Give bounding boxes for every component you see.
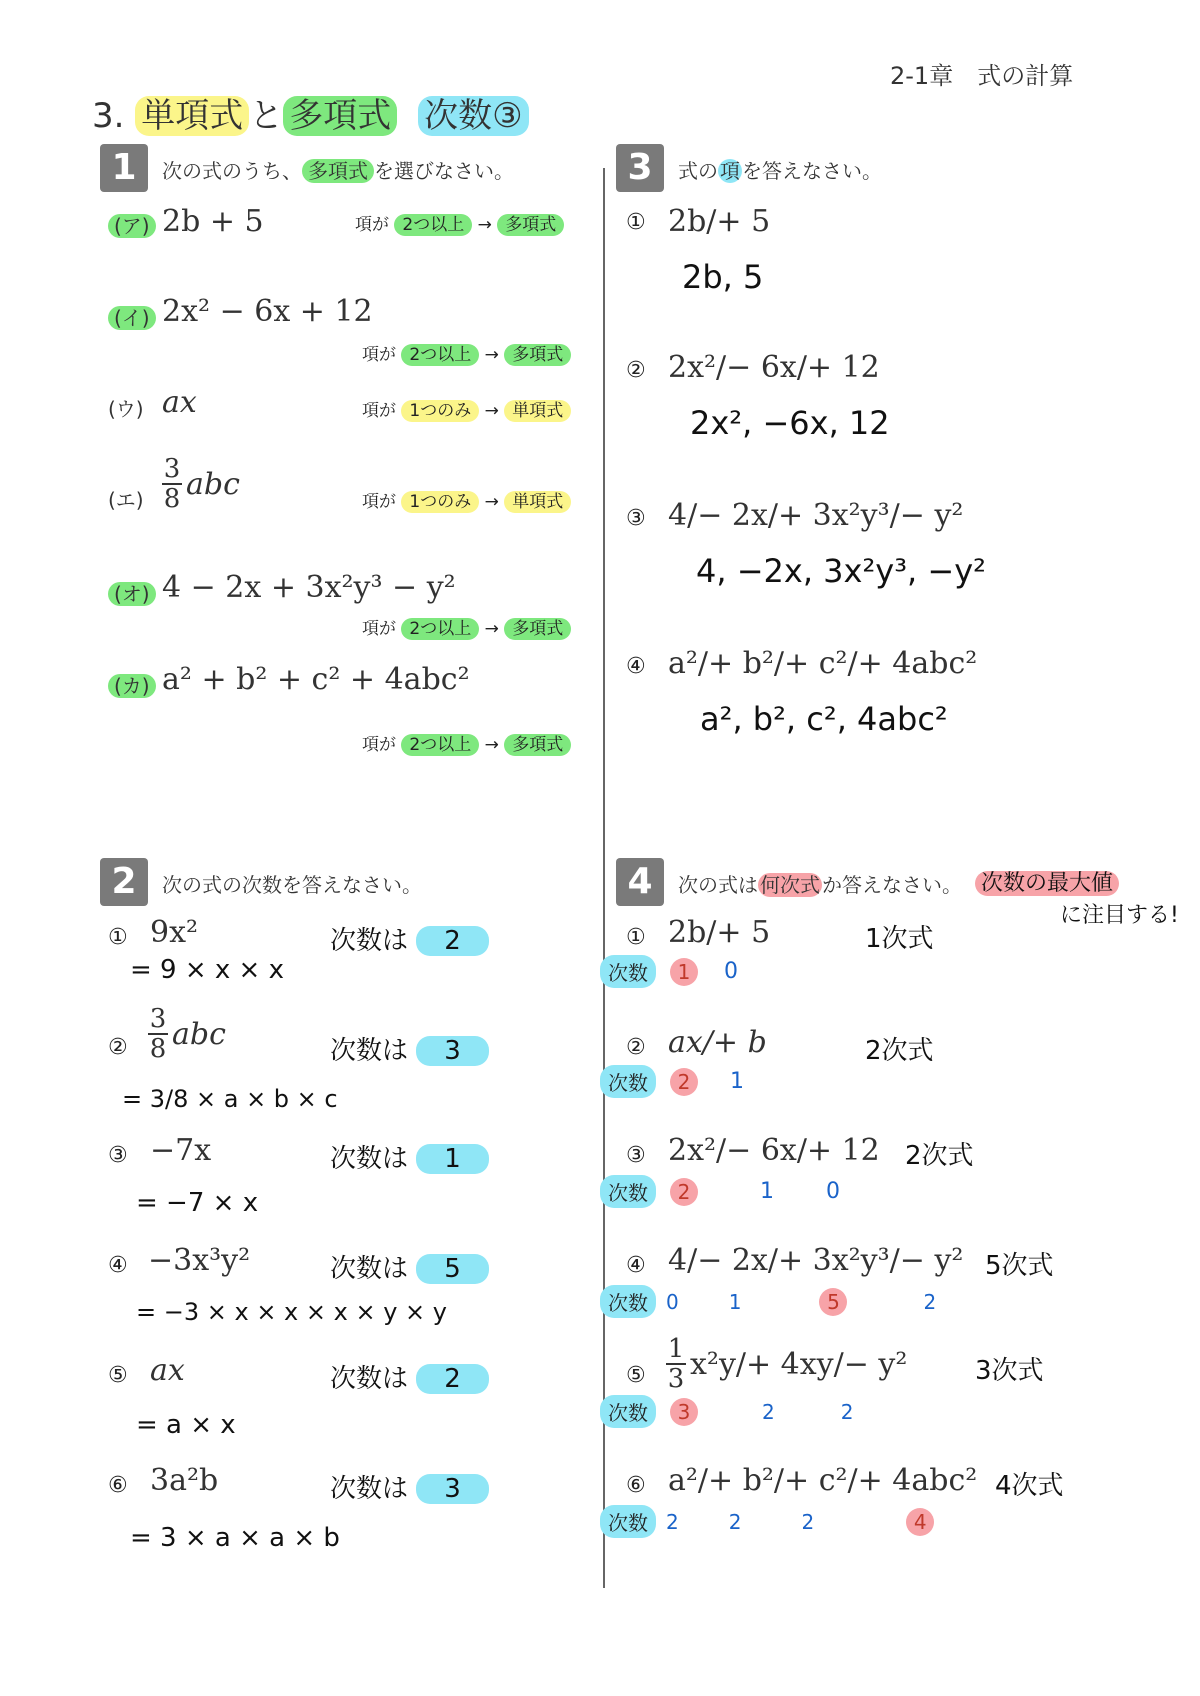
s2-item-expr — [148, 1005, 226, 1063]
note-pre: 項が — [362, 619, 396, 639]
memo-highlight: 次数の最大値 — [975, 871, 1119, 896]
s1-item-expr: a² + b² + c² + 4abc² — [162, 662, 470, 697]
s2-degree-answer — [330, 1138, 489, 1175]
s2-item-number: ① — [108, 925, 128, 950]
s2-item-work: = 3 × a × a × b — [130, 1523, 340, 1553]
s4-degree-row — [600, 1285, 936, 1318]
frac-num: 1 — [667, 1334, 685, 1364]
kisu-label: 次数 — [600, 1175, 656, 1208]
frac-num: 3 — [149, 1004, 167, 1034]
note-arrow: → — [484, 619, 499, 639]
note-arrow: → — [484, 492, 499, 512]
s4-degree-row — [600, 1395, 853, 1428]
degree-max: 2 — [670, 1068, 698, 1096]
s1-instr-post: を選びなさい。 — [374, 159, 514, 183]
degree-max: 5 — [819, 1288, 847, 1316]
s2-item-expr: −7x — [150, 1133, 212, 1168]
degree-value: 3 — [416, 1474, 489, 1504]
degree-max: 4 — [906, 1508, 934, 1536]
section1-instruction — [162, 155, 514, 184]
s3-instr-pre: 式の — [678, 159, 718, 183]
s2-item-number: ⑥ — [108, 1473, 128, 1498]
degree-label: 次数は — [330, 1364, 409, 1394]
frac-den: 8 — [149, 1034, 167, 1064]
degree-label: 次数は — [330, 1254, 409, 1284]
note-result: 多項式 — [504, 734, 571, 756]
chapter-label: 2-1章 式の計算 — [890, 62, 1074, 90]
degree-value: 2 — [416, 926, 489, 956]
s4-item-expr: ax/+ b — [668, 1025, 767, 1060]
section3-number: 3 — [616, 144, 664, 192]
title-number: 3. — [92, 96, 125, 136]
note-arrow: → — [477, 215, 492, 235]
degree-term: 1 — [728, 1289, 742, 1314]
s3-item-number: ③ — [626, 506, 646, 531]
note-hl: 2つ以上 — [394, 214, 472, 236]
expr-rest: abc — [172, 1016, 226, 1052]
s2-item-expr: ax — [150, 1353, 185, 1388]
title-degree: 次数③ — [418, 96, 528, 136]
degree-value: 5 — [416, 1254, 489, 1284]
s4-instr-hl: 何次式 — [760, 873, 820, 897]
s4-item-number: ② — [626, 1035, 646, 1060]
note-result: 多項式 — [504, 618, 571, 640]
s2-item-work: = −3 × x × x × x × y × y — [136, 1298, 447, 1326]
note-pre: 項が — [362, 401, 396, 421]
s1-instr-pre: 次の式のうち、 — [162, 159, 302, 183]
degree-term: 0 — [724, 959, 738, 984]
s4-item-number: ① — [626, 925, 646, 950]
s2-item-number: ③ — [108, 1143, 128, 1168]
s4-degree-row — [600, 1175, 840, 1208]
s1-item-tag — [108, 302, 156, 331]
s3-item-expr: 2x²/− 6x/+ 12 — [668, 350, 880, 385]
degree-max: 3 — [670, 1398, 698, 1426]
section3-instruction — [678, 155, 882, 184]
degree-term: 1 — [730, 1069, 744, 1094]
s4-item-answer: 3次式 — [975, 1356, 1044, 1386]
kisu-label: 次数 — [600, 1505, 656, 1538]
note-arrow: → — [484, 735, 499, 755]
s4-item-expr: 2x²/− 6x/+ 12 — [668, 1133, 880, 1168]
s2-item-expr: 9x² — [150, 915, 199, 950]
s4-item-number: ③ — [626, 1143, 646, 1168]
s1-item-tag — [108, 670, 156, 699]
s1-tag-ka: (カ) — [108, 674, 156, 698]
note-hl: 1つのみ — [401, 400, 479, 422]
degree-term: 2 — [728, 1509, 742, 1534]
expr-rest: abc — [186, 466, 240, 502]
degree-term: 2 — [666, 1509, 679, 1534]
s4-item-expr: a²/+ b²/+ c²/+ 4abc² — [668, 1463, 978, 1498]
s4-memo-line2: に注目する! — [1060, 903, 1179, 928]
title-polynomial: 多項式 — [283, 96, 397, 136]
s3-item-answer: 4, −2x, 3x²y³, −y² — [696, 552, 986, 590]
s3-instr-hl: 項 — [720, 159, 740, 183]
s1-item-note — [362, 396, 571, 421]
s2-degree-answer — [330, 1030, 489, 1067]
s2-item-work: = −7 × x — [136, 1188, 259, 1218]
s2-degree-answer — [330, 920, 489, 957]
degree-label: 次数は — [330, 926, 409, 956]
degree-max: 1 — [670, 958, 698, 986]
degree-label: 次数は — [330, 1036, 409, 1066]
note-pre: 項が — [362, 735, 396, 755]
section2-instruction: 次の式の次数を答えなさい。 — [162, 873, 422, 897]
s3-item-expr: a²/+ b²/+ c²/+ 4abc² — [668, 646, 978, 681]
s3-item-number: ② — [626, 358, 646, 383]
s1-item-tag: (エ) — [108, 488, 144, 512]
s4-item-number: ⑥ — [626, 1473, 646, 1498]
s4-memo — [975, 866, 1119, 897]
section2-number: 2 — [100, 858, 148, 906]
note-result: 単項式 — [504, 491, 571, 513]
s1-instr-hl: 多項式 — [302, 159, 374, 183]
title-joiner: と — [249, 96, 284, 136]
s2-item-number: ⑤ — [108, 1363, 128, 1388]
degree-term: 2 — [762, 1399, 775, 1424]
s1-item-tag: (ウ) — [108, 397, 144, 421]
note-hl: 2つ以上 — [401, 618, 479, 640]
s4-instr-post: か答えなさい。 — [822, 873, 962, 897]
s1-item-note — [362, 730, 571, 755]
s3-item-number: ① — [626, 210, 646, 235]
s1-tag-o: (オ) — [108, 582, 156, 606]
s3-item-answer: a², b², c², 4abc² — [700, 700, 948, 738]
expr-rest: x²y/+ 4xy/− y² — [690, 1346, 908, 1382]
s1-item-note — [362, 487, 571, 512]
s2-item-expr: −3x³y² — [148, 1243, 251, 1278]
s1-item-note — [362, 614, 571, 639]
note-arrow: → — [484, 345, 499, 365]
s1-item-expr: 2x² − 6x + 12 — [162, 294, 373, 329]
s4-degree-row — [600, 1065, 744, 1098]
s2-degree-answer — [330, 1358, 489, 1395]
s4-item-number: ⑤ — [626, 1363, 646, 1388]
note-hl: 1つのみ — [401, 491, 479, 513]
kisu-label: 次数 — [600, 1395, 656, 1428]
s1-item-tag — [108, 578, 156, 607]
degree-label: 次数は — [330, 1144, 409, 1174]
kisu-label: 次数 — [600, 1285, 656, 1318]
s4-item-expr — [666, 1335, 907, 1393]
s1-item-note — [355, 210, 564, 235]
section4-number: 4 — [616, 858, 664, 906]
s1-item-note — [362, 340, 571, 365]
title-monomial: 単項式 — [135, 96, 249, 136]
s1-item-tag — [108, 210, 156, 239]
s4-item-expr: 4/− 2x/+ 3x²y³/− y² — [668, 1243, 964, 1278]
s4-item-answer: 2次式 — [865, 1036, 934, 1066]
s4-item-number: ④ — [626, 1253, 646, 1278]
s3-item-answer: 2b, 5 — [682, 258, 764, 296]
s2-item-number: ④ — [108, 1253, 128, 1278]
s3-item-expr: 2b/+ 5 — [668, 204, 771, 239]
note-pre: 項が — [362, 345, 396, 365]
frac-den: 3 — [667, 1364, 685, 1394]
degree-label: 次数は — [330, 1474, 409, 1504]
s3-item-answer: 2x², −6x, 12 — [690, 404, 890, 442]
degree-max: 2 — [670, 1178, 698, 1206]
s2-item-work: = a × x — [136, 1410, 236, 1440]
degree-value: 2 — [416, 1364, 489, 1394]
s4-item-answer: 2次式 — [905, 1141, 974, 1171]
s4-item-expr: 2b/+ 5 — [668, 915, 771, 950]
s1-item-expr: 4 − 2x + 3x²y³ − y² — [162, 570, 456, 605]
s4-degree-row — [600, 1505, 934, 1538]
s4-item-answer: 4次式 — [995, 1471, 1064, 1501]
note-hl: 2つ以上 — [401, 734, 479, 756]
s2-degree-answer — [330, 1248, 489, 1285]
s2-item-number: ② — [108, 1035, 128, 1060]
section4-instruction — [678, 869, 962, 898]
s4-item-answer: 1次式 — [865, 924, 934, 954]
note-arrow: → — [484, 401, 499, 421]
s4-instr-pre: 次の式は — [678, 873, 758, 897]
note-result: 多項式 — [504, 344, 571, 366]
s1-item-expr: ax — [162, 385, 197, 420]
frac-den: 8 — [163, 484, 181, 514]
degree-term: 0 — [826, 1179, 840, 1204]
degree-term: 2 — [840, 1399, 854, 1424]
degree-term: 0 — [666, 1289, 679, 1314]
degree-term: 2 — [801, 1509, 815, 1534]
s1-item-expr: 2b + 5 — [162, 204, 264, 239]
page-title — [92, 88, 529, 137]
s2-degree-answer — [330, 1468, 489, 1505]
s3-instr-post: を答えなさい。 — [742, 159, 882, 183]
s3-item-expr: 4/− 2x/+ 3x²y³/− y² — [668, 498, 964, 533]
note-result: 多項式 — [497, 214, 564, 236]
s1-tag-a: (ア) — [108, 214, 156, 238]
section1-number: 1 — [100, 144, 148, 192]
note-hl: 2つ以上 — [401, 344, 479, 366]
column-divider — [603, 168, 605, 1588]
s2-item-work: = 3/8 × a × b × c — [122, 1085, 338, 1113]
s1-item-expr — [162, 455, 240, 513]
s1-tag-i: (イ) — [108, 306, 156, 330]
s2-item-work: = 9 × x × x — [130, 955, 284, 985]
s2-item-expr: 3a²b — [150, 1463, 219, 1498]
s4-item-answer: 5次式 — [985, 1251, 1054, 1281]
degree-value: 3 — [416, 1036, 489, 1066]
kisu-label: 次数 — [600, 1065, 656, 1098]
kisu-label: 次数 — [600, 955, 656, 988]
frac-num: 3 — [163, 454, 181, 484]
s3-item-number: ④ — [626, 654, 646, 679]
degree-value: 1 — [416, 1144, 489, 1174]
degree-term: 1 — [760, 1179, 774, 1204]
note-result: 単項式 — [504, 400, 571, 422]
note-pre: 項が — [355, 215, 389, 235]
note-pre: 項が — [362, 492, 396, 512]
degree-term: 2 — [923, 1289, 937, 1314]
s4-degree-row — [600, 955, 738, 988]
